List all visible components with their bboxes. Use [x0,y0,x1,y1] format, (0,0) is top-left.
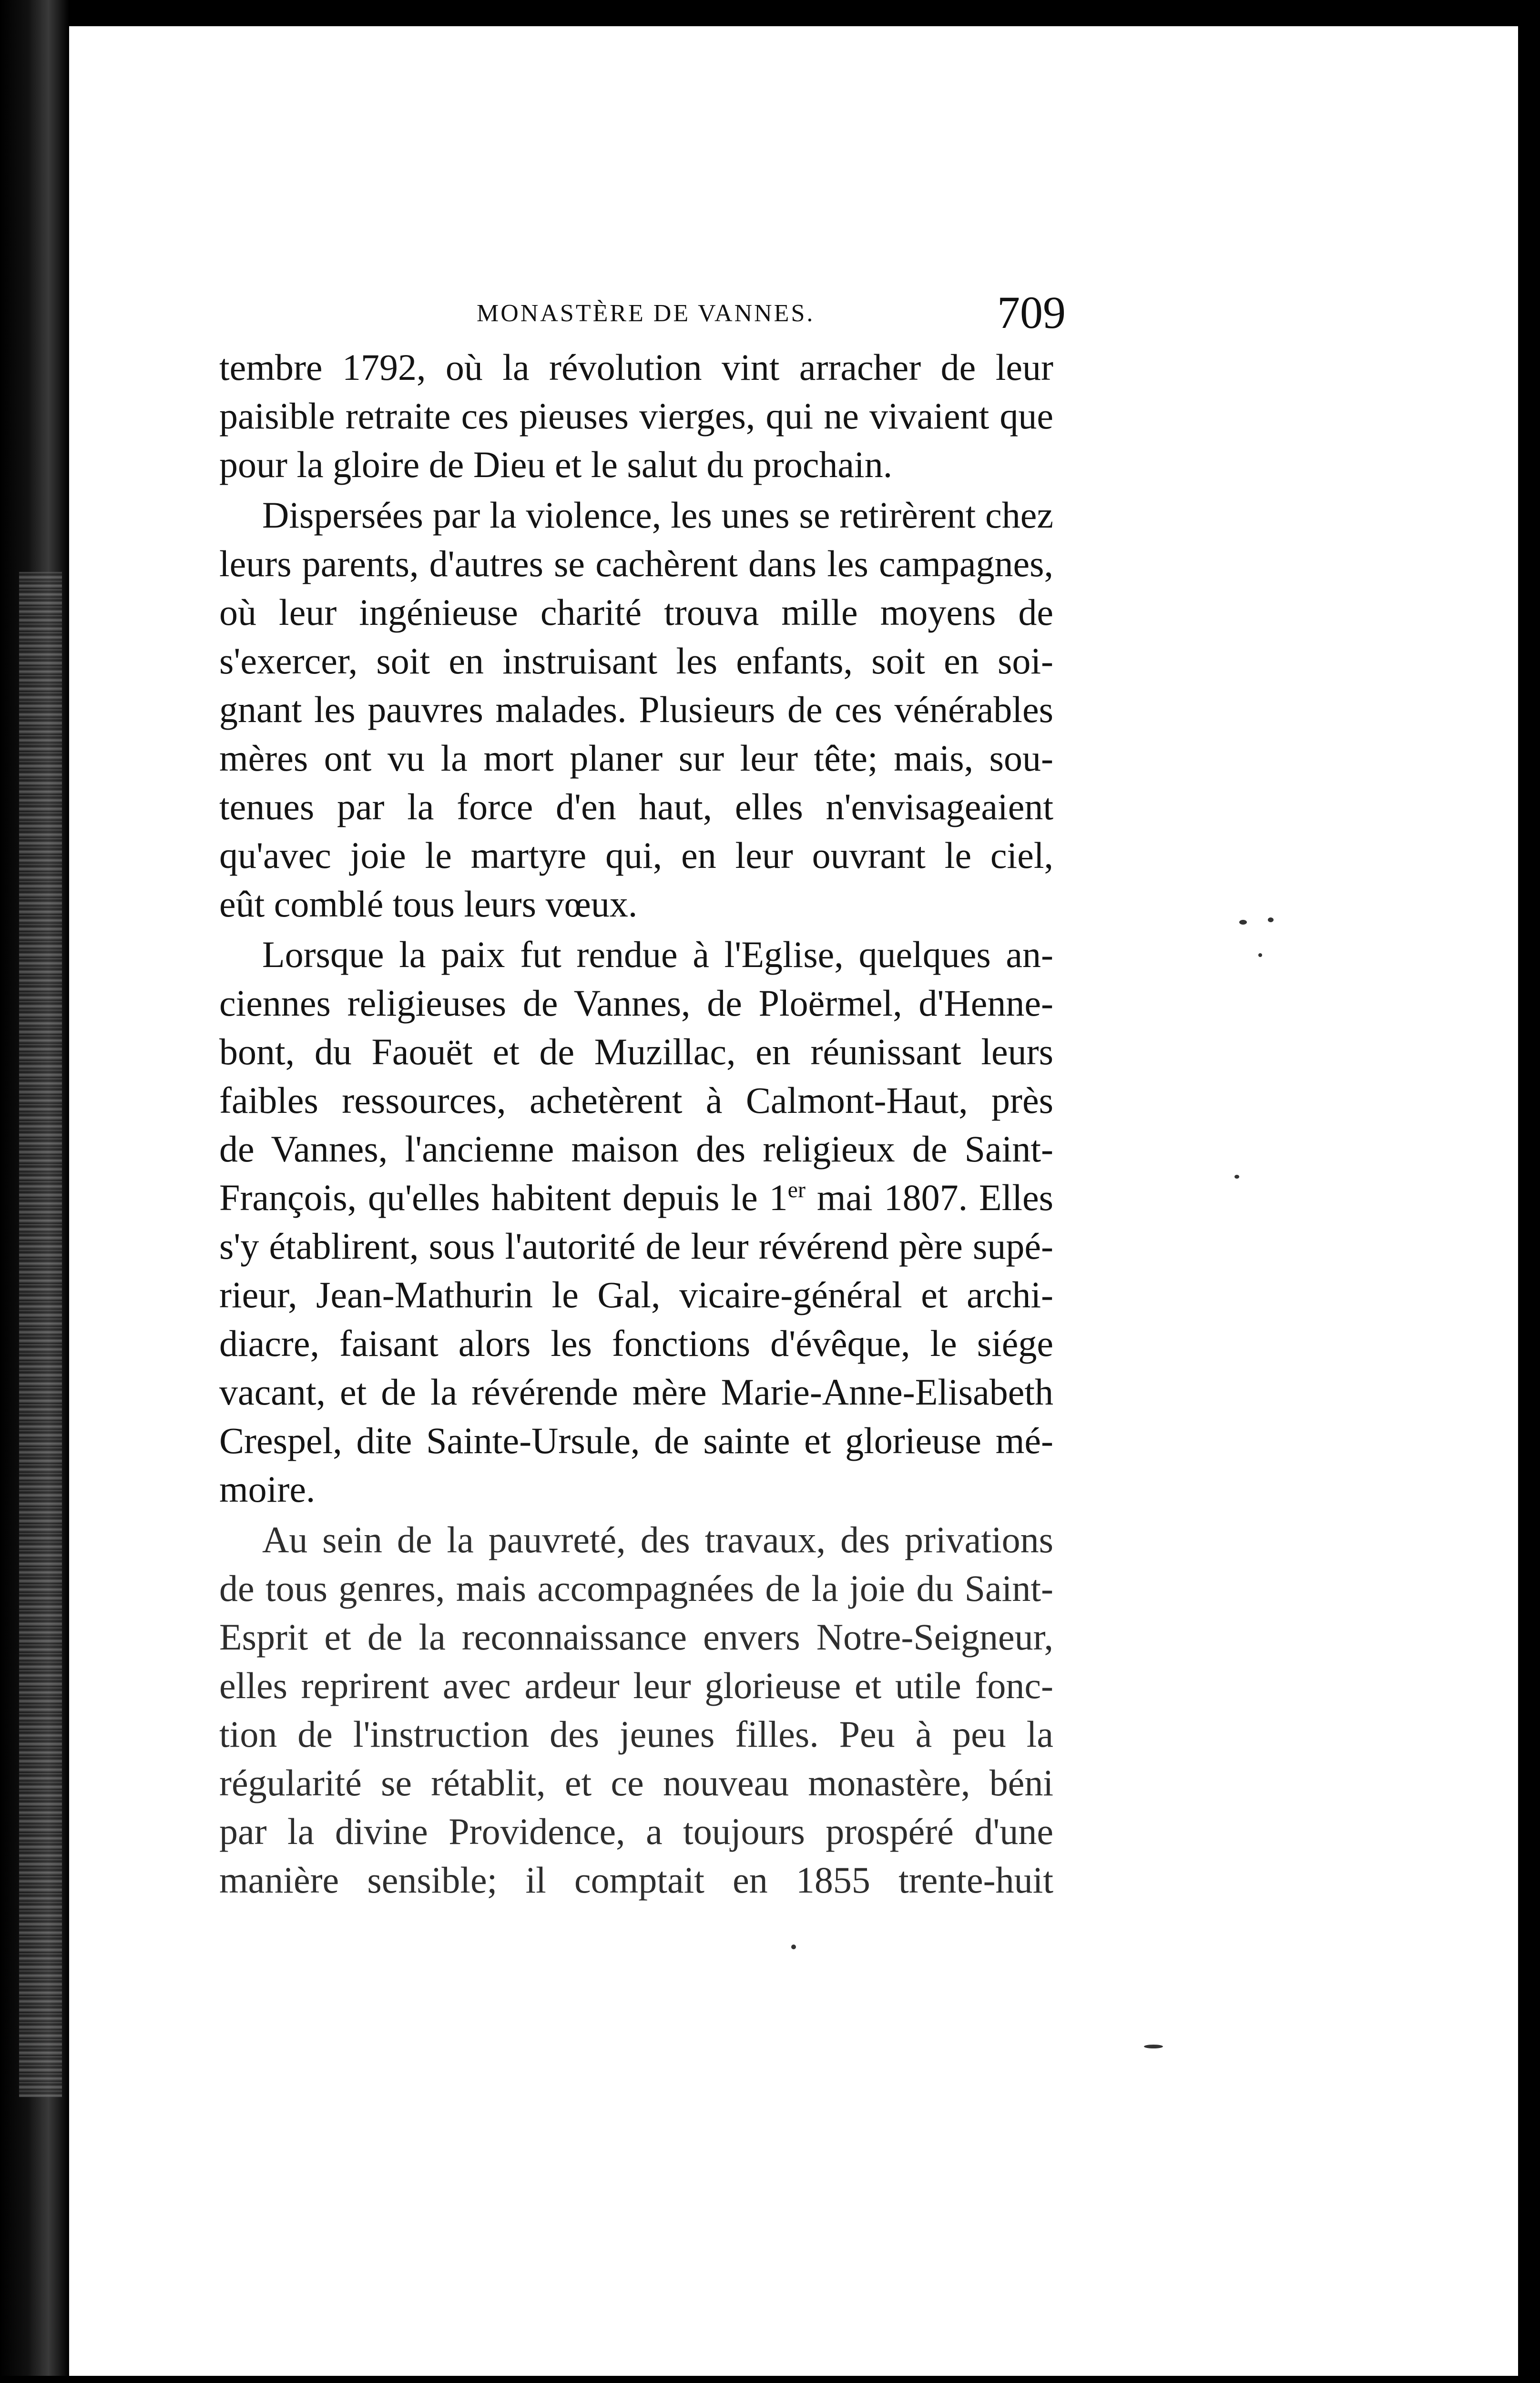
text-line: Lorsque la paix fut rendue à l'Eglise, quelques an- [262,934,1053,975]
text-line: rieur, Jean-Mathurin le Gal, vicaire-général et archi- [219,1274,1053,1315]
text-line: ciennes religieuses de Vannes, de Ploërmel, d'Henne- [219,982,1053,1024]
text-line: tembre 1792, où la révolution vint arracher de leur [219,346,1053,388]
scan-speck [791,1945,796,1949]
text-line: s'exercer, soit en instruisant les enfants, soit en soi- [219,640,1053,682]
text-fragment: mai 1807. Elles [805,1177,1053,1218]
scan-speck [1258,953,1262,957]
paragraph-2 [219,491,1053,928]
text-line: leurs parents, d'autres se cachèrent dans les campagnes, [219,543,1053,584]
text-line: moire. [219,1468,316,1510]
scan-speck [1239,920,1247,925]
running-title: MONASTÈRE DE VANNES. [477,300,815,327]
text-line: Dispersées par la violence, les unes se retirèrent chez [262,494,1053,536]
paragraph-3 [219,930,1053,1514]
text-line: où leur ingénieuse charité trouva mille moyens de [219,591,1053,633]
text-line: de Vannes, l'ancienne maison des religieux de Saint- [219,1128,1053,1170]
text-line: gnant les pauvres malades. Plusieurs de ces vénérables [219,689,1053,730]
text-line: diacre, faisant alors les fonctions d'évêque, le siége [219,1323,1053,1364]
superscript: er [787,1177,806,1202]
text-line: elles reprirent avec ardeur leur glorieuse et utile fonc- [219,1665,1053,1706]
paragraph-4 [219,1516,1053,1904]
scan-speck [1234,1175,1239,1179]
text-line: mères ont vu la mort planer sur leur tête; mais, sou- [219,737,1053,779]
text-line-with-superscript [219,1173,1053,1222]
paragraph-1 [219,343,1053,489]
text-line: pour la gloire de Dieu et le salut du prochain. [219,444,893,485]
scan-speck [1144,2045,1163,2048]
book-binding-edge [0,0,69,2383]
scan-right-edge [1518,0,1540,2383]
scan-speck [1268,917,1274,922]
scan-bottom-edge [0,2376,1540,2383]
scan-top-edge [0,0,1540,26]
binding-texture [19,572,62,2097]
page-number: 709 [997,287,1066,338]
text-line: faibles ressources, achetèrent à Calmont-Haut, près [219,1079,1053,1121]
text-line: Esprit et de la reconnaissance envers Notre-Seigneur, [219,1616,1053,1658]
text-line: manière sensible; il comptait en 1855 trente-huit [219,1859,1053,1901]
text-line: paisible retraite ces pieuses vierges, qui ne vivaient que [219,395,1053,437]
text-line: Crespel, dite Sainte-Ursule, de sainte et glorieuse mé- [219,1420,1053,1461]
text-line: Au sein de la pauvreté, des travaux, des privations [262,1519,1053,1560]
text-line: qu'avec joie le martyre qui, en leur ouvrant le ciel, [219,835,1053,876]
text-line: de tous genres, mais accompagnées de la joie du Saint- [219,1568,1053,1609]
text-line: vacant, et de la révérende mère Marie-Anne-Elisabeth [219,1371,1053,1413]
text-line: bont, du Faouët et de Muzillac, en réunissant leurs [219,1031,1053,1072]
text-line: s'y établirent, sous l'autorité de leur révérend père supé- [219,1225,1053,1267]
text-line: par la divine Providence, a toujours prospéré d'une [219,1811,1053,1852]
text-line: tion de l'instruction des jeunes filles. Peu à peu la [219,1713,1053,1755]
text-line: eût comblé tous leurs vœux. [219,883,638,925]
body-text [219,343,1053,1906]
text-line: régularité se rétablit, et ce nouveau monastère, béni [219,1762,1053,1803]
text-line: tenues par la force d'en haut, elles n'envisageaient [219,786,1053,827]
text-fragment: François, qu'elles habitent depuis le 1 [219,1177,788,1218]
